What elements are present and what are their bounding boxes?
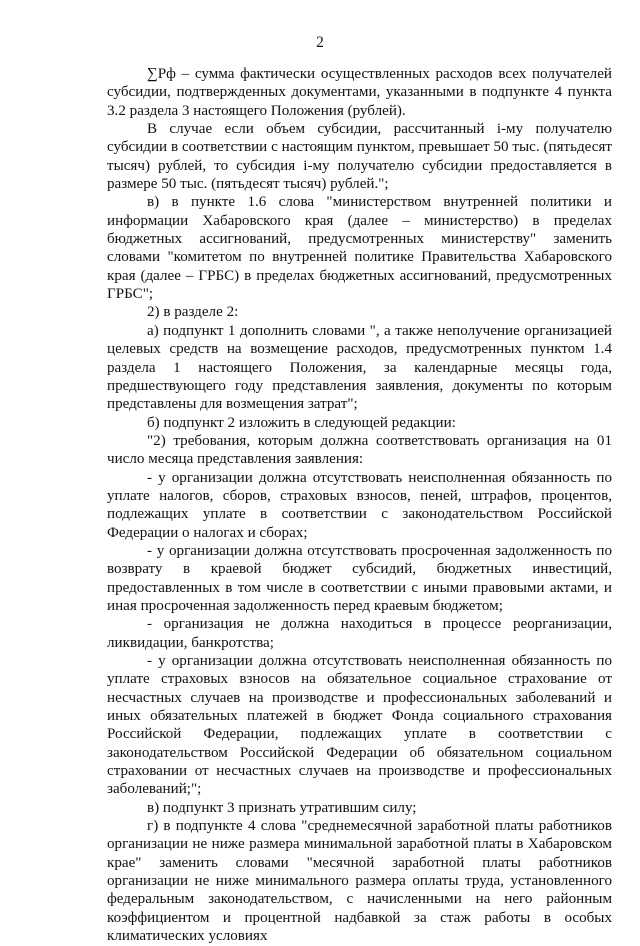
paragraph-subitem-2-heading: б) подпункт 2 изложить в следующей редакции: xyxy=(147,414,456,431)
paragraph-subsidy-limit: В случае если объем субсидии, рассчитанный i-му получателю субсидии в соответствии с настоящим пунктом, превышает 50 тыс. (пятьдесят тысяч) рублей, то субсидия i-му получателю субсидии предоставляется в размере 50 тыс. (пятьдесят тысяч) рублей."; xyxy=(107,121,612,193)
paragraph-subitem-3-repeal: в) подпункт 3 признать утратившим силу; xyxy=(147,799,417,816)
list-item-budget-debt: - у организации должна отсутствовать просроченная задолженность по возврату в краевой бюджет субсидий, бюджетных инвестиций, предоставленных в том числе в соответствии с иными правовыми актами, и иная просроченная задолженность перед краевым бюджетом; xyxy=(107,542,612,614)
list-item-reorganization: - организация не должна находиться в процессе реорганизации, ликвидации, банкротства; xyxy=(107,616,612,651)
list-item-insurance-obligation: - у организации должна отсутствовать неисполненная обязанность по уплате страховых взносов на обязательное социальное страхование от несчастных случаев на производстве и профессиональных заболеваний и иных обязательных платежей в бюджет Фонда социального страхования Российской Федерации, подлежащих уплате в соответствии с законодательством Российской Федерации об обязательном социальном страховании от несчастных случаев на производстве и профессиональных заболеваний;"; xyxy=(107,653,612,798)
page-number: 2 xyxy=(316,34,324,51)
paragraph-subitem-1-addition: а) подпункт 1 дополнить словами ", а также неполучение организацией целевых средств на возмещение расходов, предусмотренных пунктом 1.4 раздела 1 настоящего Положения, за календарные месяцы года, предшествующего году представления заявления, документы по которым представлены для возмещения затрат"; xyxy=(107,322,612,413)
paragraph-section-2: 2) в разделе 2: xyxy=(147,304,239,321)
paragraph-item-1-6-change: в) в пункте 1.6 слова "министерством внутренней политики и информации Хабаровского края (далее – министерство) в пределах бюджетных ассигнований, предусмотренных министерству" заменить словами "комитетом по внутренней политике Правительства Хабаровского края (далее – ГРБС) в пределах бюджетных ассигнований, предусмотренных ГРБС"; xyxy=(107,194,612,303)
list-item-tax-obligation: - у организации должна отсутствовать неисполненная обязанность по уплате налогов, сборов, страховых взносов, пеней, штрафов, процентов, подлежащих уплате в соответствии с законодательством Российской Федерации о налогах и сборах; xyxy=(107,469,612,541)
paragraph-subitem-4-change: г) в подпункте 4 слова "среднемесячной заработной платы работников организации не ниже размера минимальной заработной платы в Хабаровском крае" заменить словами "месячной заработной платы работников организации не ниже минимального размера оплаты труда, установленного федеральным законодательством, с начисленными на него районным коэффициентом и процентной надбавкой за стаж работы в особых климатических условиях xyxy=(107,818,612,945)
paragraph-formula-definition: ∑Рф – сумма фактически осуществленных расходов всех получателей субсидии, подтвержденных документами, указанными в подпункте 4 пункта 3.2 раздела 3 настоящего Положения (рублей). xyxy=(107,66,612,119)
paragraph-requirements-intro: "2) требования, которым должна соответствовать организация на 01 число месяца представления заявления: xyxy=(107,432,612,468)
document-body xyxy=(107,65,612,946)
